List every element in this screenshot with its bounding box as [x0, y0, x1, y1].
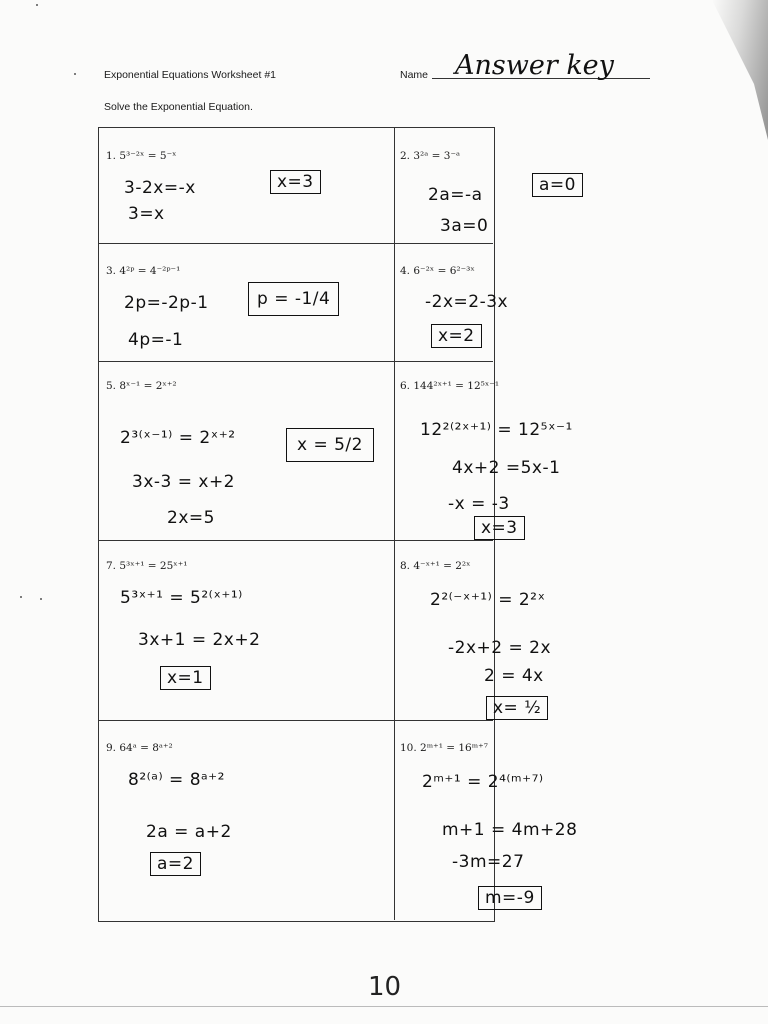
problem-equation: 2. 3²ᵃ = 3⁻ᵃ	[400, 150, 461, 162]
work-line: -2x+2 = 2x	[448, 638, 551, 658]
work-line: 2x=5	[167, 508, 215, 528]
scan-speck	[74, 73, 76, 75]
grid-divider	[98, 720, 493, 721]
problem-equation: 9. 64ᵃ = 8ᵃ⁺²	[106, 742, 173, 754]
scan-shadow	[712, 0, 768, 140]
work-line: -2x=2-3x	[425, 292, 509, 312]
work-line: 2a = a+2	[146, 822, 232, 842]
work-line: 2 = 4x	[484, 666, 544, 686]
grid-divider	[394, 127, 395, 920]
problem-equation: 4. 6⁻²ˣ = 6²⁻³ˣ	[400, 265, 475, 277]
page-edge	[0, 1006, 768, 1007]
work-line: 2p=-2p-1	[124, 293, 209, 313]
work-line: 4p=-1	[128, 330, 184, 350]
work-line: m+1 = 4m+28	[442, 820, 578, 840]
name-label: Name	[400, 69, 429, 81]
answer-box: p = -1/4	[248, 282, 339, 316]
answer-box: x = 5/2	[286, 428, 374, 462]
page-number: 10	[368, 972, 402, 1002]
instructions: Solve the Exponential Equation.	[104, 101, 253, 113]
answer-box: a=2	[150, 852, 201, 876]
answer-box: x=1	[160, 666, 211, 690]
grid-divider	[98, 243, 493, 244]
name-value: Answer key	[455, 50, 614, 81]
work-line: 12²⁽²ˣ⁺¹⁾ = 12⁵ˣ⁻¹	[420, 420, 573, 440]
problem-equation: 5. 8ˣ⁻¹ = 2ˣ⁺²	[106, 380, 177, 392]
work-line: 2²⁽⁻ˣ⁺¹⁾ = 2²ˣ	[430, 590, 546, 610]
work-line: 3=x	[128, 204, 165, 224]
worksheet-title: Exponential Equations Worksheet #1	[104, 69, 276, 81]
work-line: -x = -3	[448, 494, 510, 514]
scan-speck	[36, 4, 38, 6]
work-line: 5³ˣ⁺¹ = 5²⁽ˣ⁺¹⁾	[120, 588, 243, 608]
grid-divider	[98, 361, 493, 362]
answer-box: m=-9	[478, 886, 542, 910]
problem-equation: 7. 5³ˣ⁺¹ = 25ˣ⁺¹	[106, 560, 188, 572]
problem-equation: 10. 2ᵐ⁺¹ = 16ᵐ⁺⁷	[400, 742, 488, 754]
problem-equation: 1. 5³⁻²ˣ = 5⁻ˣ	[106, 150, 177, 162]
answer-box: x=2	[431, 324, 482, 348]
answer-box: x= ½	[486, 696, 548, 720]
work-line: 2a=-a	[428, 185, 483, 205]
work-line: 4x+2 =5x-1	[452, 458, 561, 478]
answer-box: x=3	[474, 516, 525, 540]
work-line: 2ᵐ⁺¹ = 2⁴⁽ᵐ⁺⁷⁾	[422, 772, 544, 792]
answer-box: a=0	[532, 173, 583, 197]
work-line: 8²⁽ᵃ⁾ = 8ᵃ⁺²	[128, 770, 225, 790]
answer-box: x=3	[270, 170, 321, 194]
scan-speck	[20, 596, 22, 598]
problem-equation: 8. 4⁻ˣ⁺¹ = 2²ˣ	[400, 560, 471, 572]
problem-grid	[98, 127, 495, 922]
problem-equation: 6. 144²ˣ⁺¹ = 12⁵ˣ⁻¹	[400, 380, 500, 392]
work-line: 3x-3 = x+2	[132, 472, 235, 492]
work-line: 3a=0	[440, 216, 489, 236]
grid-divider	[98, 540, 493, 541]
work-line: -3m=27	[452, 852, 525, 872]
work-line: 2³⁽ˣ⁻¹⁾ = 2ˣ⁺²	[120, 428, 236, 448]
problem-equation: 3. 4²ᵖ = 4⁻²ᵖ⁻¹	[106, 265, 181, 277]
work-line: 3-2x=-x	[124, 178, 196, 198]
work-line: 3x+1 = 2x+2	[138, 630, 261, 650]
scan-speck	[40, 598, 42, 600]
